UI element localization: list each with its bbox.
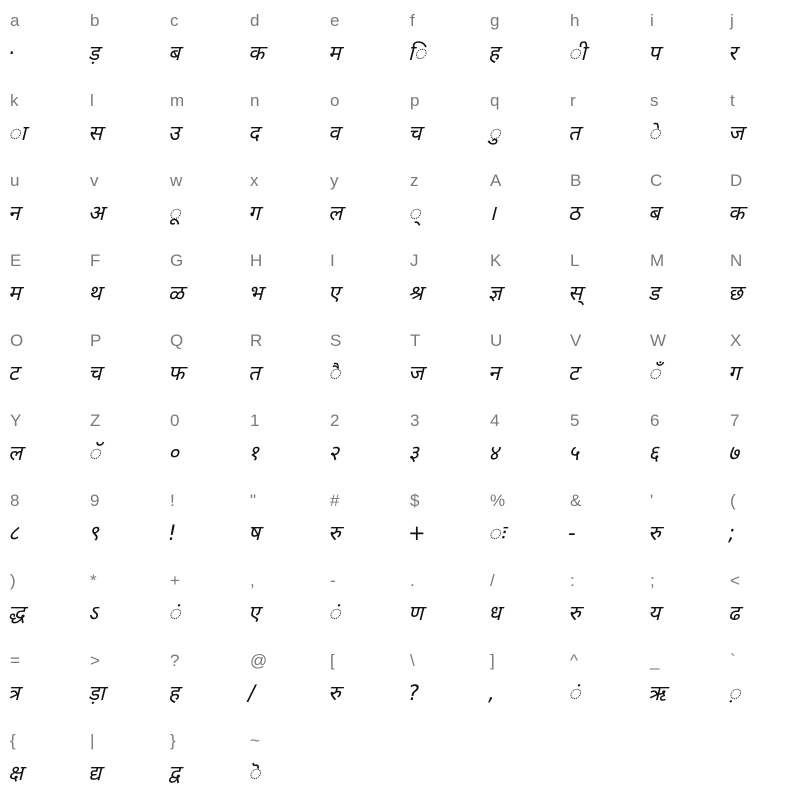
glyph-sample: ब xyxy=(168,41,180,65)
glyph-sample: ७ xyxy=(728,441,739,465)
glyph-sample: ड़ा xyxy=(88,681,105,705)
char-cell xyxy=(480,80,560,160)
char-cell xyxy=(0,640,80,720)
char-cell xyxy=(320,640,400,720)
glyph-sample: ि xyxy=(408,41,426,65)
glyph-sample: ण xyxy=(408,601,424,625)
glyph-sample: ल xyxy=(8,441,23,465)
glyph-sample: क्ष xyxy=(8,761,24,785)
key-label: x xyxy=(250,171,259,190)
char-cell xyxy=(560,640,640,720)
key-label: 8 xyxy=(10,491,20,510)
glyph-sample: क xyxy=(728,201,745,225)
char-cell xyxy=(480,0,560,80)
key-label: ` xyxy=(730,651,736,670)
key-label: Y xyxy=(10,411,22,430)
glyph-sample: ं xyxy=(168,601,181,625)
key-label: O xyxy=(10,331,24,350)
key-label: C xyxy=(650,171,663,190)
glyph-sample: र xyxy=(728,41,737,65)
key-label: & xyxy=(570,491,582,510)
key-label: ] xyxy=(490,651,495,670)
glyph-sample: ट xyxy=(568,361,579,385)
key-label: l xyxy=(90,91,94,110)
glyph-sample: ग xyxy=(248,201,260,225)
key-label: I xyxy=(330,251,335,270)
glyph-sample: ठ xyxy=(568,201,581,225)
glyph-sample: ू xyxy=(168,201,181,225)
key-label: * xyxy=(90,571,97,590)
char-cell xyxy=(80,720,160,800)
key-label: s xyxy=(650,91,659,110)
key-label: [ xyxy=(330,651,335,670)
glyph-sample: उ xyxy=(168,121,180,145)
key-label: ? xyxy=(170,651,180,670)
glyph-sample: ट xyxy=(8,361,19,385)
char-cell xyxy=(160,640,240,720)
key-label: h xyxy=(570,11,580,30)
key-label: 7 xyxy=(730,411,740,430)
key-label: H xyxy=(250,251,263,270)
char-cell xyxy=(560,0,640,80)
char-cell xyxy=(320,0,400,80)
char-cell xyxy=(480,480,560,560)
key-label: = xyxy=(10,651,20,670)
glyph-sample: न xyxy=(8,201,20,225)
glyph-sample: च xyxy=(408,121,422,145)
char-cell xyxy=(320,400,400,480)
key-label: D xyxy=(730,171,743,190)
glyph-sample: द्व xyxy=(168,761,181,785)
key-label: 0 xyxy=(170,411,180,430)
glyph-sample: ऽ xyxy=(88,601,98,625)
key-label: g xyxy=(490,11,500,30)
key-label: | xyxy=(90,731,95,750)
char-cell xyxy=(480,400,560,480)
key-label: j xyxy=(730,11,734,30)
glyph-sample: ए xyxy=(328,281,340,305)
char-cell xyxy=(320,240,400,320)
key-label: k xyxy=(10,91,19,110)
char-cell xyxy=(560,80,640,160)
key-label: 4 xyxy=(490,411,500,430)
char-cell xyxy=(560,480,640,560)
char-cell xyxy=(400,160,480,240)
key-label: \ xyxy=(410,651,415,670)
key-label: L xyxy=(570,251,580,270)
char-cell xyxy=(720,640,800,720)
glyph-sample: ह xyxy=(488,41,500,65)
char-cell xyxy=(320,160,400,240)
char-cell xyxy=(0,560,80,640)
char-cell xyxy=(160,320,240,400)
glyph-sample: / xyxy=(248,681,256,705)
glyph-sample: अ xyxy=(88,201,105,225)
char-cell xyxy=(640,80,720,160)
key-label: T xyxy=(410,331,421,350)
key-label: 9 xyxy=(90,491,100,510)
key-label: K xyxy=(490,251,502,270)
char-cell xyxy=(0,720,80,800)
glyph-sample: त xyxy=(568,121,580,145)
glyph-sample: ह xyxy=(168,681,180,705)
char-cell xyxy=(560,400,640,480)
key-label: z xyxy=(410,171,419,190)
key-label: ) xyxy=(10,571,16,590)
key-label: a xyxy=(10,11,20,30)
key-label: Z xyxy=(90,411,101,430)
key-label: { xyxy=(10,731,16,750)
char-cell xyxy=(160,240,240,320)
glyph-sample: ळ xyxy=(168,281,184,305)
char-cell xyxy=(320,560,400,640)
glyph-sample: ३ xyxy=(408,441,419,465)
glyph-sample: ं xyxy=(328,601,341,625)
key-label: F xyxy=(90,251,101,270)
char-cell xyxy=(80,560,160,640)
glyph-sample: त xyxy=(248,361,260,385)
char-cell xyxy=(400,640,480,720)
key-label: , xyxy=(250,571,255,590)
glyph-sample: रु xyxy=(568,601,581,625)
glyph-sample: , xyxy=(488,681,495,705)
glyph-sample: रु xyxy=(328,681,341,705)
glyph-sample: ं xyxy=(568,681,581,705)
char-cell xyxy=(400,240,480,320)
key-label: S xyxy=(330,331,342,350)
char-cell xyxy=(400,400,480,480)
key-label: w xyxy=(170,171,183,190)
key-label: 3 xyxy=(410,411,420,430)
key-label: f xyxy=(410,11,415,30)
key-label: V xyxy=(570,331,582,350)
key-label: + xyxy=(170,571,180,590)
glyph-sample: ष xyxy=(248,521,261,545)
glyph-sample: + xyxy=(408,521,426,545)
glyph-sample: ः xyxy=(488,521,505,545)
key-label: E xyxy=(10,251,22,270)
key-label: ^ xyxy=(570,651,578,670)
glyph-sample: ै xyxy=(328,361,341,385)
char-cell xyxy=(80,480,160,560)
char-cell xyxy=(560,320,640,400)
glyph-sample: ॅ xyxy=(88,441,101,465)
char-cell xyxy=(80,640,160,720)
char-cell xyxy=(160,80,240,160)
key-label: P xyxy=(90,331,102,350)
char-cell xyxy=(640,640,720,720)
char-cell xyxy=(80,240,160,320)
key-label: v xyxy=(90,171,99,190)
glyph-sample: ज xyxy=(728,121,744,145)
glyph-sample: १ xyxy=(248,441,259,465)
key-label: 6 xyxy=(650,411,660,430)
glyph-sample: ग xyxy=(728,361,740,385)
glyph-sample: ़ xyxy=(728,681,741,705)
glyph-sample: ऋ xyxy=(648,681,666,705)
char-cell xyxy=(480,320,560,400)
glyph-sample: ज xyxy=(408,361,424,385)
char-cell xyxy=(80,80,160,160)
glyph-sample: ९ xyxy=(88,521,99,545)
key-label: m xyxy=(170,91,185,110)
glyph-sample: ु xyxy=(488,121,501,145)
glyph-sample: ड़ xyxy=(88,41,100,65)
glyph-sample: स् xyxy=(568,281,583,305)
glyph-sample: ् xyxy=(408,201,421,225)
key-label: G xyxy=(170,251,184,270)
glyph-sample: द xyxy=(248,121,260,145)
char-cell xyxy=(240,0,320,80)
glyph-sample: व xyxy=(328,121,340,145)
char-cell xyxy=(240,160,320,240)
key-label: . xyxy=(410,571,415,590)
key-label: " xyxy=(250,491,257,510)
char-cell xyxy=(0,160,80,240)
glyph-sample: ल xyxy=(328,201,343,225)
char-cell xyxy=(320,480,400,560)
key-label: d xyxy=(250,11,260,30)
char-cell xyxy=(80,160,160,240)
char-cell xyxy=(0,0,80,80)
glyph-sample: ? xyxy=(408,681,420,705)
char-cell xyxy=(640,160,720,240)
key-label: y xyxy=(330,171,339,190)
key-label: } xyxy=(170,731,176,750)
key-label: e xyxy=(330,11,340,30)
glyph-sample: प xyxy=(648,41,660,65)
key-label: J xyxy=(410,251,419,270)
char-cell xyxy=(400,480,480,560)
char-cell xyxy=(480,640,560,720)
char-cell xyxy=(80,0,160,80)
char-cell xyxy=(0,80,80,160)
key-label: M xyxy=(650,251,665,270)
char-cell xyxy=(400,0,480,80)
glyph-sample: श्र xyxy=(408,281,423,305)
key-label: 1 xyxy=(250,411,260,430)
char-cell xyxy=(400,80,480,160)
key-label: W xyxy=(650,331,667,350)
char-cell xyxy=(240,640,320,720)
glyph-sample: े xyxy=(648,121,661,145)
glyph-sample: फ xyxy=(168,361,185,385)
key-label: N xyxy=(730,251,743,270)
key-label: ' xyxy=(650,491,654,510)
key-label: i xyxy=(650,11,654,30)
key-label: 2 xyxy=(330,411,340,430)
char-cell xyxy=(720,400,800,480)
char-cell xyxy=(480,560,560,640)
char-cell xyxy=(160,560,240,640)
char-cell xyxy=(560,160,640,240)
char-cell xyxy=(0,480,80,560)
key-label: c xyxy=(170,11,179,30)
char-cell xyxy=(480,160,560,240)
key-label: q xyxy=(490,91,500,110)
glyph-sample: ज्ञ xyxy=(488,281,502,305)
char-cell xyxy=(240,400,320,480)
char-cell xyxy=(160,0,240,80)
glyph-sample: ँ xyxy=(648,361,661,385)
key-label: ; xyxy=(650,571,655,590)
glyph-sample: त्र xyxy=(8,681,20,705)
key-label: $ xyxy=(410,491,420,510)
key-label: ~ xyxy=(250,731,260,750)
glyph-sample: ा xyxy=(8,121,26,145)
key-label: o xyxy=(330,91,340,110)
char-cell xyxy=(640,320,720,400)
glyph-sample: रु xyxy=(648,521,661,545)
key-label: 5 xyxy=(570,411,580,430)
key-label: # xyxy=(330,491,340,510)
glyph-sample: २ xyxy=(328,441,339,465)
glyph-sample: द्ध xyxy=(8,601,25,625)
char-cell xyxy=(720,480,800,560)
char-cell xyxy=(720,160,800,240)
char-cell xyxy=(240,560,320,640)
key-label: / xyxy=(490,571,495,590)
glyph-sample: न xyxy=(488,361,500,385)
char-cell xyxy=(640,400,720,480)
glyph-sample: ५ xyxy=(568,441,579,465)
key-label: A xyxy=(490,171,502,190)
char-cell xyxy=(240,320,320,400)
char-cell xyxy=(720,0,800,80)
key-label: > xyxy=(90,651,100,670)
key-label: - xyxy=(330,571,336,590)
key-label: < xyxy=(730,571,740,590)
key-label: p xyxy=(410,91,420,110)
glyph-sample: द्य xyxy=(88,761,102,785)
key-label: ! xyxy=(170,491,175,510)
char-cell xyxy=(80,400,160,480)
key-label: ( xyxy=(730,491,736,510)
key-label: b xyxy=(90,11,100,30)
char-cell xyxy=(720,240,800,320)
key-label: Q xyxy=(170,331,184,350)
key-label: r xyxy=(570,91,576,110)
glyph-sample: ८ xyxy=(8,521,19,545)
glyph-sample: क xyxy=(248,41,265,65)
char-cell xyxy=(240,720,320,800)
char-cell xyxy=(640,560,720,640)
key-label: X xyxy=(730,331,742,350)
char-cell xyxy=(0,320,80,400)
char-cell xyxy=(320,320,400,400)
char-cell xyxy=(560,240,640,320)
key-label: @ xyxy=(250,651,268,670)
glyph-sample: य xyxy=(648,601,661,625)
key-label: u xyxy=(10,171,20,190)
glyph-sample: ध xyxy=(488,601,501,625)
key-label: _ xyxy=(650,651,660,670)
glyph-sample: ४ xyxy=(488,441,499,465)
glyph-sample: · xyxy=(8,41,15,65)
char-cell xyxy=(80,320,160,400)
char-cell xyxy=(0,400,80,480)
glyph-sample: ६ xyxy=(648,441,659,465)
char-cell xyxy=(560,560,640,640)
char-cell xyxy=(240,240,320,320)
char-cell xyxy=(160,160,240,240)
glyph-sample: च xyxy=(88,361,102,385)
glyph-sample: । xyxy=(488,201,496,225)
char-cell xyxy=(640,240,720,320)
char-cell xyxy=(240,80,320,160)
glyph-sample: थ xyxy=(88,281,102,305)
key-label: R xyxy=(250,331,263,350)
key-label: : xyxy=(570,571,575,590)
char-cell xyxy=(160,720,240,800)
glyph-sample: ० xyxy=(168,441,179,465)
glyph-sample: ी xyxy=(568,41,586,65)
glyph-sample: ॆ xyxy=(248,761,261,785)
char-cell xyxy=(160,480,240,560)
key-label: n xyxy=(250,91,260,110)
glyph-sample: भ xyxy=(248,281,263,305)
char-cell xyxy=(400,320,480,400)
char-cell xyxy=(480,240,560,320)
char-cell xyxy=(400,560,480,640)
glyph-sample: ढ xyxy=(728,601,740,625)
glyph-sample: ! xyxy=(168,521,177,545)
glyph-sample: ब xyxy=(648,201,660,225)
char-cell xyxy=(640,480,720,560)
glyph-sample: छ xyxy=(728,281,743,305)
char-cell xyxy=(720,560,800,640)
glyph-sample: स xyxy=(88,121,103,145)
key-label: t xyxy=(730,91,735,110)
glyph-sample: ; xyxy=(728,521,736,545)
glyph-sample: ए xyxy=(248,601,260,625)
char-cell xyxy=(320,80,400,160)
char-cell xyxy=(160,400,240,480)
char-cell xyxy=(720,80,800,160)
glyph-sample: म xyxy=(8,281,21,305)
char-cell xyxy=(720,320,800,400)
key-label: B xyxy=(570,171,582,190)
glyph-sample: रु xyxy=(328,521,341,545)
key-label: % xyxy=(490,491,506,510)
glyph-sample: ड xyxy=(648,281,660,305)
char-cell xyxy=(640,0,720,80)
glyph-sample: - xyxy=(568,521,576,545)
char-cell xyxy=(240,480,320,560)
glyph-sample: म xyxy=(328,41,341,65)
key-label: U xyxy=(490,331,503,350)
char-cell xyxy=(0,240,80,320)
